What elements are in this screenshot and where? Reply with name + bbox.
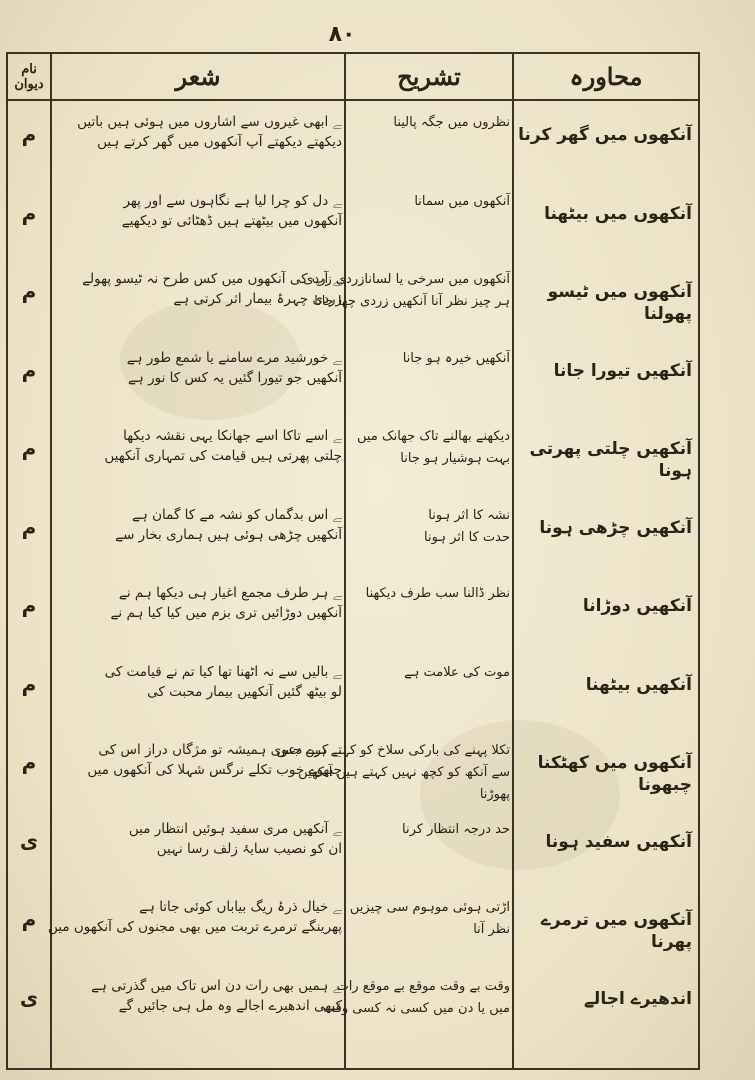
verse-line: ﮯ ہمیں بھی رات دن اس تاک میں گذرتی ہے [91,977,342,994]
idiom-text: آنکھیں سفید ہونا [545,831,692,852]
verse-line: ﮯ آپ کی آنکھوں میں کس طرح نہ ٹیسو پھولے [82,271,342,287]
verse-cell [78,348,342,388]
idiom-text: آنکھوں میں ترمرے پھرنا [540,910,692,952]
explanation-line: تکلا پہنے کی بارکی سلاخ کو کہتے ہیں جس [276,743,510,758]
verse-cell [78,426,342,466]
verse-line: ان کو نصیب سایۂ زلف رسا نہیں [156,840,342,857]
header-idiom: محاورہ [569,62,643,91]
idiom-text: آنکھوں میں کھٹکنا چبھونا [537,753,692,795]
explanation-line: ہر چیز نظر آنا آنکھیں زردی چھا جانا [314,294,510,309]
header-verse: شعر [175,62,221,91]
explanation-cell [303,269,510,313]
verse-line: ﮯ دل کو چرا لیا ہے نگاہوں سے اور پھر [123,192,342,209]
explanation-line: سے آنکھ کو کچھ نہیں کہتے ہیں آنکھیں [298,765,510,780]
divan-mark: م [21,593,37,617]
verse-line: ﮯ ابھی غیروں سے اشاروں میں ہوئی ہیں باتیں [77,114,342,130]
verse-line: چبھوے خوب تکلے نرگس شہلا کی آنکھوں میں [87,762,342,778]
idiom-text: آنکھوں میں گھر کرنا [518,125,692,145]
explanation-line: دیکھنے بھالنے تاک جھانک میں [357,429,510,444]
header-divan [8,54,50,99]
header-divan-line: دیوان [14,76,44,92]
idiom-table [6,52,700,1070]
explanation-line: آنکھوں میں سرخی یا لسانازردی زردی [303,272,510,287]
verse-cell [47,897,342,937]
divan-mark: م [21,907,37,931]
verse-cell [78,505,342,545]
explanation-cell [346,112,510,134]
explanation-line: حد درجہ انتظار کرنا [402,821,510,837]
explanation-line: اڑتی ہوئی موہوم سی چیزیں [349,900,510,915]
verse-line: آنکھیں دوڑائیں تری بزم میں کیا کیا ہم نے [110,605,342,621]
verse-line: زردی چہرۂ بیمار اثر کرتی ہے [173,291,342,307]
verse-cell [78,269,342,309]
header-divan-line: نام [21,61,37,77]
explanation-cell [346,348,510,370]
explanation-line: نظروں میں جگہ پالینا [393,115,510,130]
explanation-line: وقت بے وقت موقع بے موقع رات [336,978,510,994]
explanation-line: نظر ڈالنا سب طرف دیکھنا [365,586,510,601]
divan-mark: م [21,436,37,460]
verse-line: ﮯ ہر طرف مجمع اغیار ہی دیکھا ہم نے [118,585,342,601]
verse-line: ﮯ بالیں سے نہ اٹھنا تھا کیا تم نے قیامت کی [104,663,342,680]
column-rule [50,54,52,1068]
divan-mark: م [21,279,37,303]
verse-line: پھرینگے ترمرے تربت میں بھی مجنوں کی آنکھوں میں [47,919,342,935]
idiom-text: اندھیرے اجالے [583,988,692,1009]
explanation-line: حدت کا اثر ہونا [424,529,510,545]
verse-line: لو بیٹھ گئیں آنکھیں بیمار محبت کی [147,683,342,700]
verse-line: کبھی اندھیرے اجالے وہ مل ہی جائیں گے [118,997,342,1014]
header-explanation: تشریح [397,62,461,91]
verse-cell [78,191,342,231]
divan-mark: م [21,122,37,146]
page-number: ۸۰ [328,22,356,47]
verse-cell [78,976,342,1016]
divan-mark: م [21,514,37,539]
verse-line: آنکھوں میں بیٹھتے ہیں ڈھٹائی تو دیکھیے [121,212,342,229]
idiom-text: آنکھیں چلتی پھرتی ہونا [529,439,692,481]
verse-cell [78,662,342,702]
explanation-cell [322,976,510,1020]
explanation-cell [346,426,510,470]
idiom-text: آنکھیں تیورا جانا [553,360,692,381]
explanation-line: آنکھوں میں سمانا [414,193,510,209]
explanation-cell [346,819,510,841]
explanation-cell [346,662,510,684]
explanation-line: آنکھیں خیرہ ہو جانا [402,350,510,366]
explanation-cell [346,505,510,549]
idiom-text: آنکھیں دوڑانا [582,596,692,616]
explanation-cell [346,583,510,605]
verse-cell [78,112,342,152]
verse-cell [78,740,342,780]
divan-mark: ی [19,828,39,853]
verse-line: ﮯ خورشید مرے سامنے یا شمع طور ہے [126,349,342,366]
divan-mark: م [21,357,37,382]
idiom-text: آنکھوں میں ٹیسو پھولنا [547,282,692,324]
verse-line: آنکھیں جو تیورا گئیں یہ کس کا نور ہے [127,369,342,386]
verse-cell [78,819,342,859]
explanation-cell [346,191,510,213]
verse-line: چلتی پھرتی ہیں قیامت کی تمہاری آنکھیں [104,448,342,464]
idiom-text: آنکھوں میں بیٹھنا [544,203,692,224]
verse-line: آنکھیں چڑھی ہوئی ہیں ہماری بخار سے [115,526,342,543]
verse-line: ﮯ اس بدگماں کو نشہ مے کا گمان ہے [132,506,342,523]
verse-line: ﮯ خیال ذرۂ ریگ بیاباں کوئی جاتا ہے [139,899,342,915]
divan-mark: ی [19,985,39,1010]
explanation-line: پھوڑنا [479,787,510,802]
verse-cell [78,583,342,623]
explanation-line: میں یا دن میں کسی نہ کسی وقت [322,1000,510,1016]
idiom-text: آنکھیں بیٹھنا [585,674,692,695]
explanation-cell [276,740,510,806]
verse-line: ﮯ اسے تاکا اسے جھانکا یہی نقشہ دیکھا [123,428,342,444]
explanation-cell [346,897,510,941]
idiom-text: آنکھیں چڑھی ہونا [539,517,692,538]
explanation-line: بہت ہوشیار ہو جانا [400,451,510,466]
divan-mark: م [21,750,37,774]
explanation-line: نشہ کا اثر ہونا [428,507,510,523]
divan-mark: م [21,671,37,696]
explanation-line: موت کی علامت ہے [404,664,510,680]
divan-mark: م [21,200,37,225]
verse-line: ﮯ آنکھیں مری سفید ہوئیں انتظار میں [128,820,342,837]
verse-line: دیکھتے دیکھتے آپ آنکھوں میں گھر کرتے ہیں [97,134,342,150]
header-rule [8,99,698,101]
verse-line: ﮯ کرے دعوی ہمیشہ تو مژگاں دراز اس کی [98,742,342,758]
explanation-line: نظر آنا [473,922,510,937]
